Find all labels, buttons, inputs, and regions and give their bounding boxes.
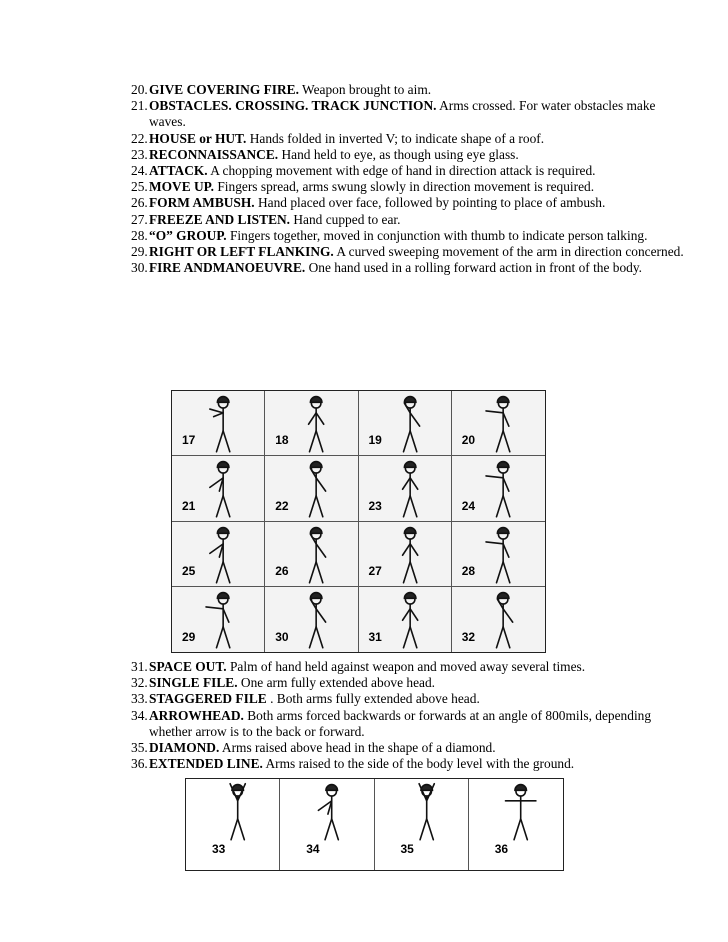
item-number: 31. [131, 659, 148, 674]
item-number: 30. [131, 260, 148, 276]
signal-heading: FORM AMBUSH. [149, 195, 255, 211]
item-number: 29. [131, 244, 148, 260]
illustration-number: 32 [461, 630, 476, 644]
hand-signal-illustrations-17-32 [171, 390, 546, 653]
signal-item [132, 659, 692, 675]
signal-illustration-cell [280, 779, 374, 870]
signal-item [132, 179, 692, 195]
signal-description: One arm fully extended above head. [240, 675, 436, 691]
signal-item [132, 147, 692, 163]
signal-description: Arms raised above head in the shape of a diamond. [221, 740, 496, 756]
signal-description: Fingers together, moved in conjunction with thumb to indicate person talking. [229, 227, 648, 243]
item-number: 22. [131, 130, 148, 146]
illustration-number: 29 [182, 630, 196, 644]
item-number: 25. [131, 179, 148, 195]
signal-description: Palm of hand held against weapon and moved away several times. [229, 659, 586, 674]
signal-heading: FREEZE AND LISTEN. [149, 211, 291, 227]
signal-item [132, 691, 692, 707]
illustration-number: 17 [182, 433, 196, 448]
illustration-number: 19 [368, 433, 382, 448]
signal-description: Hand placed over face, followed by pointing to place of ambush. [258, 195, 606, 211]
signal-illustration-cell [265, 587, 358, 652]
signal-item [132, 163, 692, 179]
item-number: 36. [131, 756, 148, 772]
signal-illustration-cell [375, 779, 469, 870]
signal-illustration-cell [172, 391, 265, 456]
signal-item [132, 740, 692, 756]
signal-item [132, 131, 692, 147]
signal-illustration-cell [265, 456, 358, 521]
item-number: 27. [131, 211, 148, 227]
signal-item [132, 98, 692, 130]
signal-illustration-cell [452, 522, 545, 587]
illustration-number: 30 [275, 630, 289, 644]
signal-item [132, 228, 692, 244]
signal-heading: OBSTACLES. CROSSING. TRACK JUNCTION. [149, 98, 437, 114]
signal-illustration-cell [172, 587, 265, 652]
item-number: 23. [131, 146, 148, 162]
stick-figure-icon [469, 779, 563, 871]
signal-description: Hand cupped to ear. [293, 211, 401, 227]
signal-heading: RECONNAISSANCE. [149, 146, 279, 162]
signal-heading: “O” GROUP. [149, 227, 227, 243]
illustration-number: 18 [275, 433, 289, 448]
illustration-number: 31 [368, 630, 382, 644]
signal-heading: GIVE COVERING FIRE. [149, 82, 299, 97]
signal-description: Arms crossed. For water obstacles make waves. [149, 98, 656, 130]
signal-description: Weapon brought to aim. [302, 82, 432, 97]
item-number: 35. [131, 740, 148, 756]
illustration-number: 28 [461, 563, 476, 578]
signal-description: Both arms forced backwards or forwards at an angle of 800mils, depending whether arrow is to the back or forward. [149, 707, 652, 739]
illustration-number: 20 [461, 433, 476, 448]
signal-heading: MOVE UP. [149, 179, 214, 195]
illustration-number: 23 [368, 498, 382, 513]
illustration-number: 26 [275, 563, 289, 578]
item-number: 21. [131, 98, 148, 114]
signal-item [132, 82, 692, 98]
signal-description: . Both arms fully extended above head. [270, 691, 480, 707]
signal-description: Arms raised to the side of the body level with the ground. [265, 756, 575, 772]
signal-illustration-cell [452, 587, 545, 652]
signal-description: Fingers spread, arms swung slowly in direction movement is required. [217, 179, 595, 195]
item-number: 26. [131, 195, 148, 211]
illustration-number: 22 [275, 498, 289, 513]
signal-illustration-cell [359, 391, 452, 456]
signal-description: A chopping movement with edge of hand in direction attack is required. [210, 163, 596, 179]
signal-heading: DIAMOND. [149, 740, 220, 756]
signal-item [132, 212, 692, 228]
signal-item [132, 708, 692, 740]
signal-illustration-cell [452, 391, 545, 456]
signal-illustration-cell [359, 587, 452, 652]
item-number: 28. [131, 227, 148, 243]
signal-heading: RIGHT OR LEFT FLANKING. [149, 244, 334, 260]
illustration-number: 25 [182, 563, 196, 578]
hand-signal-illustrations-33-36 [185, 778, 564, 871]
signal-heading: STAGGERED FILE [149, 691, 267, 707]
signal-item [132, 675, 692, 691]
signal-item [132, 244, 692, 260]
illustration-number: 21 [182, 498, 196, 513]
signal-item [132, 260, 692, 276]
signal-illustration-cell [359, 522, 452, 587]
signal-heading: SPACE OUT. [149, 659, 227, 674]
signal-item [132, 756, 692, 772]
signal-heading: FIRE ANDMANOEUVRE. [149, 260, 306, 276]
signal-illustration-cell [186, 779, 280, 870]
stick-figure-icon [375, 779, 469, 871]
item-number: 33. [131, 691, 148, 707]
illustration-number: 27 [368, 563, 382, 578]
signal-illustration-cell [265, 391, 358, 456]
signal-item [132, 195, 692, 211]
illustration-number: 33 [212, 842, 226, 856]
illustration-number: 34 [306, 842, 320, 856]
signal-description: Hand held to eye, as though using eye glass. [281, 146, 519, 162]
item-number: 32. [131, 675, 148, 691]
signal-heading: ARROWHEAD. [149, 707, 244, 723]
signal-illustration-cell [452, 456, 545, 521]
signal-heading: SINGLE FILE. [149, 675, 238, 691]
signal-illustration-cell [265, 522, 358, 587]
signal-illustration-cell [359, 456, 452, 521]
illustration-number: 24 [461, 498, 476, 513]
signal-heading: EXTENDED LINE. [149, 756, 263, 772]
item-number: 20. [131, 82, 148, 97]
signal-heading: ATTACK. [149, 163, 208, 179]
stick-figure-icon [280, 779, 374, 871]
signal-list-31-36 [132, 659, 692, 772]
signal-illustration-cell [172, 456, 265, 521]
signal-illustration-cell [172, 522, 265, 587]
item-number: 24. [131, 163, 148, 179]
signal-illustration-cell [469, 779, 563, 870]
signal-heading: HOUSE or HUT. [149, 130, 247, 146]
illustration-number: 35 [400, 842, 414, 856]
signal-description: A curved sweeping movement of the arm in direction concerned. [336, 244, 684, 260]
stick-figure-icon [186, 779, 280, 871]
illustration-number: 36 [494, 842, 509, 856]
signal-list-20-30 [132, 82, 692, 276]
item-number: 34. [131, 707, 148, 723]
signal-description: One hand used in a rolling forward action in front of the body. [308, 260, 643, 276]
signal-description: Hands folded in inverted V; to indicate shape of a roof. [249, 130, 545, 146]
